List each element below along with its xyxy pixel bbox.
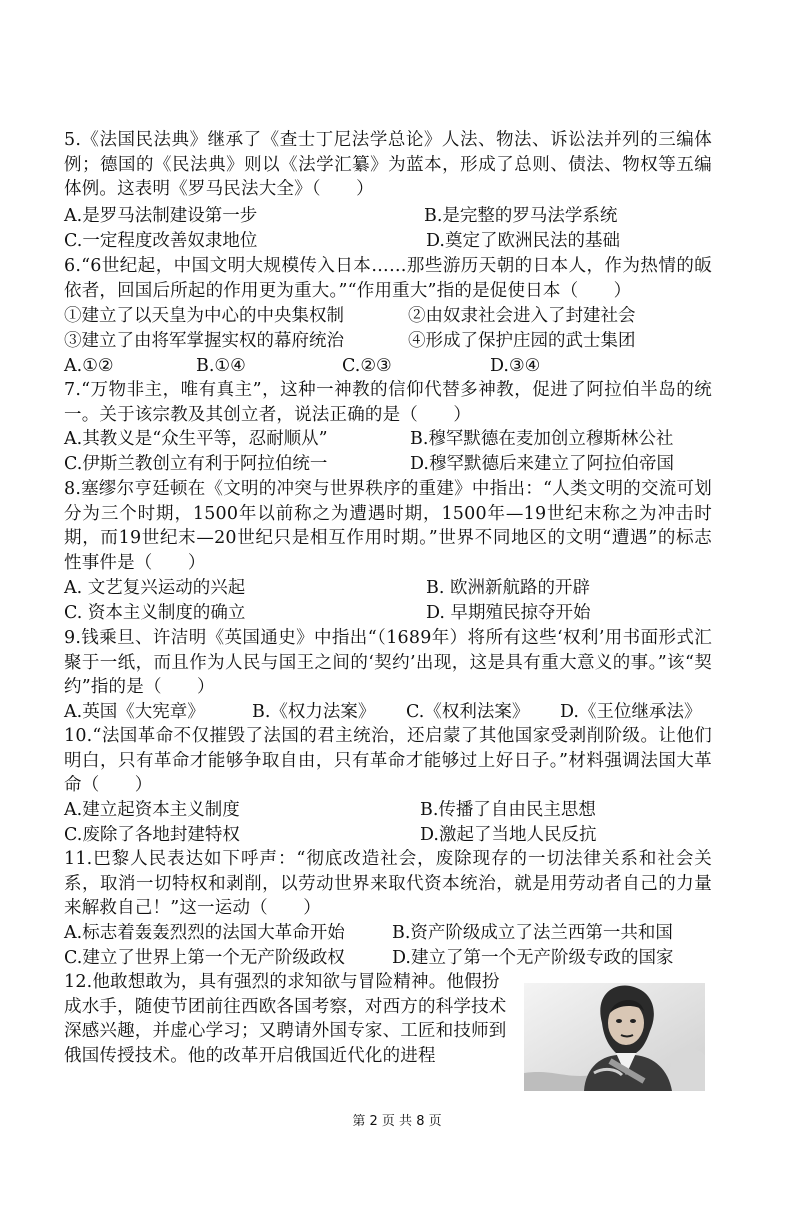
question-7-option-a[interactable]: A.其教义是“众生平等，忍耐顺从” — [64, 429, 328, 449]
question-11-option-a[interactable]: A.标志着轰轰烈烈的法国大革命开始 — [64, 923, 345, 943]
question-6-items-row-1 — [64, 304, 712, 329]
question-6-item-2: ②由奴隶社会进入了封建社会 — [408, 306, 636, 326]
question-7-stem: 7.“万物非主，唯有真主”，这种一神教的信仰代替多神教，促进了阿拉伯半岛的统一。关于该宗教及其创立者，说法正确的是（ ） — [64, 380, 712, 425]
question-6-option-a[interactable]: A.①② — [64, 356, 114, 376]
question-5-option-a[interactable]: A.是罗马法制建设第一步 — [64, 206, 258, 226]
question-9-option-d[interactable]: D.《王位继承法》 — [560, 702, 702, 722]
question-9-option-a[interactable]: A.英国《大宪章》 — [64, 702, 205, 722]
question-8-stem: 8.塞缪尔亨廷顿在《文明的冲突与世界秩序的重建》中指出：“人类文明的交流可划分为三个时期，1500年以前称之为遭遇时期，1500年—19世纪末称之为冲击时期，而19世纪末—20世纪只是相互作用时期。”世界不同地区的文明“遭遇”的标志性事件是（ ） — [64, 479, 712, 573]
question-10-option-a[interactable]: A.建立起资本主义制度 — [64, 800, 240, 820]
question-7-option-c[interactable]: C.伊斯兰教创立有利于阿拉伯统一 — [64, 454, 328, 474]
question-8-options-row-2 — [64, 601, 712, 626]
question-10-option-b[interactable]: B.传播了自由民主思想 — [420, 800, 596, 820]
question-10-option-c[interactable]: C.废除了各地封建特权 — [64, 825, 240, 845]
question-10-option-d[interactable]: D.激起了当地人民反抗 — [420, 825, 597, 845]
question-11-options-row-1 — [64, 921, 712, 946]
question-11-stem: 11.巴黎人民表达如下呼声：“彻底改造社会，废除现存的一切法律关系和社会关系，取消一切特权和剥削，以劳动世界来取代资本统治，就是用劳动者自己的力量来解救自己！”这一运动（ ） — [64, 849, 712, 919]
question-6-items-row-2 — [64, 329, 712, 354]
question-5-stem: 5.《法国民法典》继承了《查士丁尼法学总论》人法、物法、诉讼法并列的三编体例；德国的《民法典》则以《法学汇纂》为蓝本，形成了总则、债法、物权等五编体例。这表明《罗马民法大全》（ ） — [64, 130, 712, 200]
question-8-option-c[interactable]: C. 资本主义制度的确立 — [64, 603, 246, 623]
question-9-option-b[interactable]: B.《权力法案》 — [252, 702, 376, 722]
question-9-option-c[interactable]: C.《权利法案》 — [406, 702, 530, 722]
question-11-option-d[interactable]: D.建立了第一个无产阶级专政的国家 — [392, 948, 674, 968]
question-7-option-b[interactable]: B.穆罕默德在麦加创立穆斯林公社 — [410, 429, 674, 449]
question-11-option-b[interactable]: B.资产阶级成立了法兰西第一共和国 — [392, 923, 673, 943]
question-7-option-d[interactable]: D.穆罕默德后来建立了阿拉伯帝国 — [410, 454, 674, 474]
question-11-option-c[interactable]: C.建立了世界上第一个无产阶级政权 — [64, 948, 345, 968]
question-8-option-d[interactable]: D. 早期殖民掠夺开始 — [426, 603, 591, 623]
question-10-options-row-1 — [64, 798, 712, 823]
question-7-options-row-1 — [64, 427, 712, 452]
question-9-stem: 9.钱乘旦、许洁明《英国通史》中指出“（1689年）将所有这些‘权利’用书面形式汇聚于一纸，而且作为人民与国王之间的‘契约’出现，这是具有重大意义的事。”该“契约”指的是（ ） — [64, 628, 712, 698]
question-6-option-c[interactable]: C.②③ — [342, 356, 392, 376]
question-6-stem: 6.“6世纪起，中国文明大规模传入日本……那些游历天朝的日本人，作为热情的皈依者，回国后所起的作用更为重大。”“作用重大”指的是促使日本（ ） — [64, 256, 712, 301]
question-6-item-1: ①建立了以天皇为中心的中央集权制 — [64, 306, 344, 326]
question-6-item-3: ③建立了由将军掌握实权的幕府统治 — [64, 331, 344, 351]
question-9-options — [64, 700, 714, 725]
question-10-stem: 10.“法国革命不仅摧毁了法国的君主统治，还启蒙了其他国家受剥削阶级。让他们明白，只有革命才能够争取自由，只有革命才能够过上好日子。”材料强调法国大革命（ ） — [64, 726, 712, 796]
question-8-option-a[interactable]: A. 文艺复兴运动的兴起 — [64, 578, 246, 598]
question-12-stem: 12.他敢想敢为，具有强烈的求知欲与冒险精神。他假扮成水手，随使节团前往西欧各国考察，对西方的科学技术深感兴趣，并虚心学习；又聘请外国专家、工匠和技师到俄国传授技术。他的改革开启俄国近代化的进程 — [64, 972, 507, 1066]
question-6-option-d[interactable]: D.③④ — [490, 356, 541, 376]
question-6-item-4: ④形成了保护庄园的武士集团 — [408, 331, 636, 351]
portrait-illustration — [524, 983, 705, 1091]
question-6-options — [64, 354, 714, 379]
question-6-option-b[interactable]: B.①④ — [196, 356, 246, 376]
question-8-option-b[interactable]: B. 欧洲新航路的开辟 — [426, 578, 590, 598]
question-8-options-row-1 — [64, 576, 712, 601]
question-5-option-b[interactable]: B.是完整的罗马法学系统 — [424, 206, 618, 226]
peter-the-great-portrait — [524, 983, 705, 1091]
question-7-options-row-2 — [64, 452, 712, 477]
question-5-option-d[interactable]: D.奠定了欧洲民法的基础 — [426, 231, 620, 251]
question-5-option-c[interactable]: C.一定程度改善奴隶地位 — [64, 231, 258, 251]
question-11-options-row-2 — [64, 946, 712, 971]
question-5-options-row-2 — [64, 229, 712, 254]
question-5-options-row-1 — [64, 204, 712, 229]
question-10-options-row-2 — [64, 823, 712, 848]
page-footer: 第 2 页 共 8 页 — [352, 1114, 442, 1129]
